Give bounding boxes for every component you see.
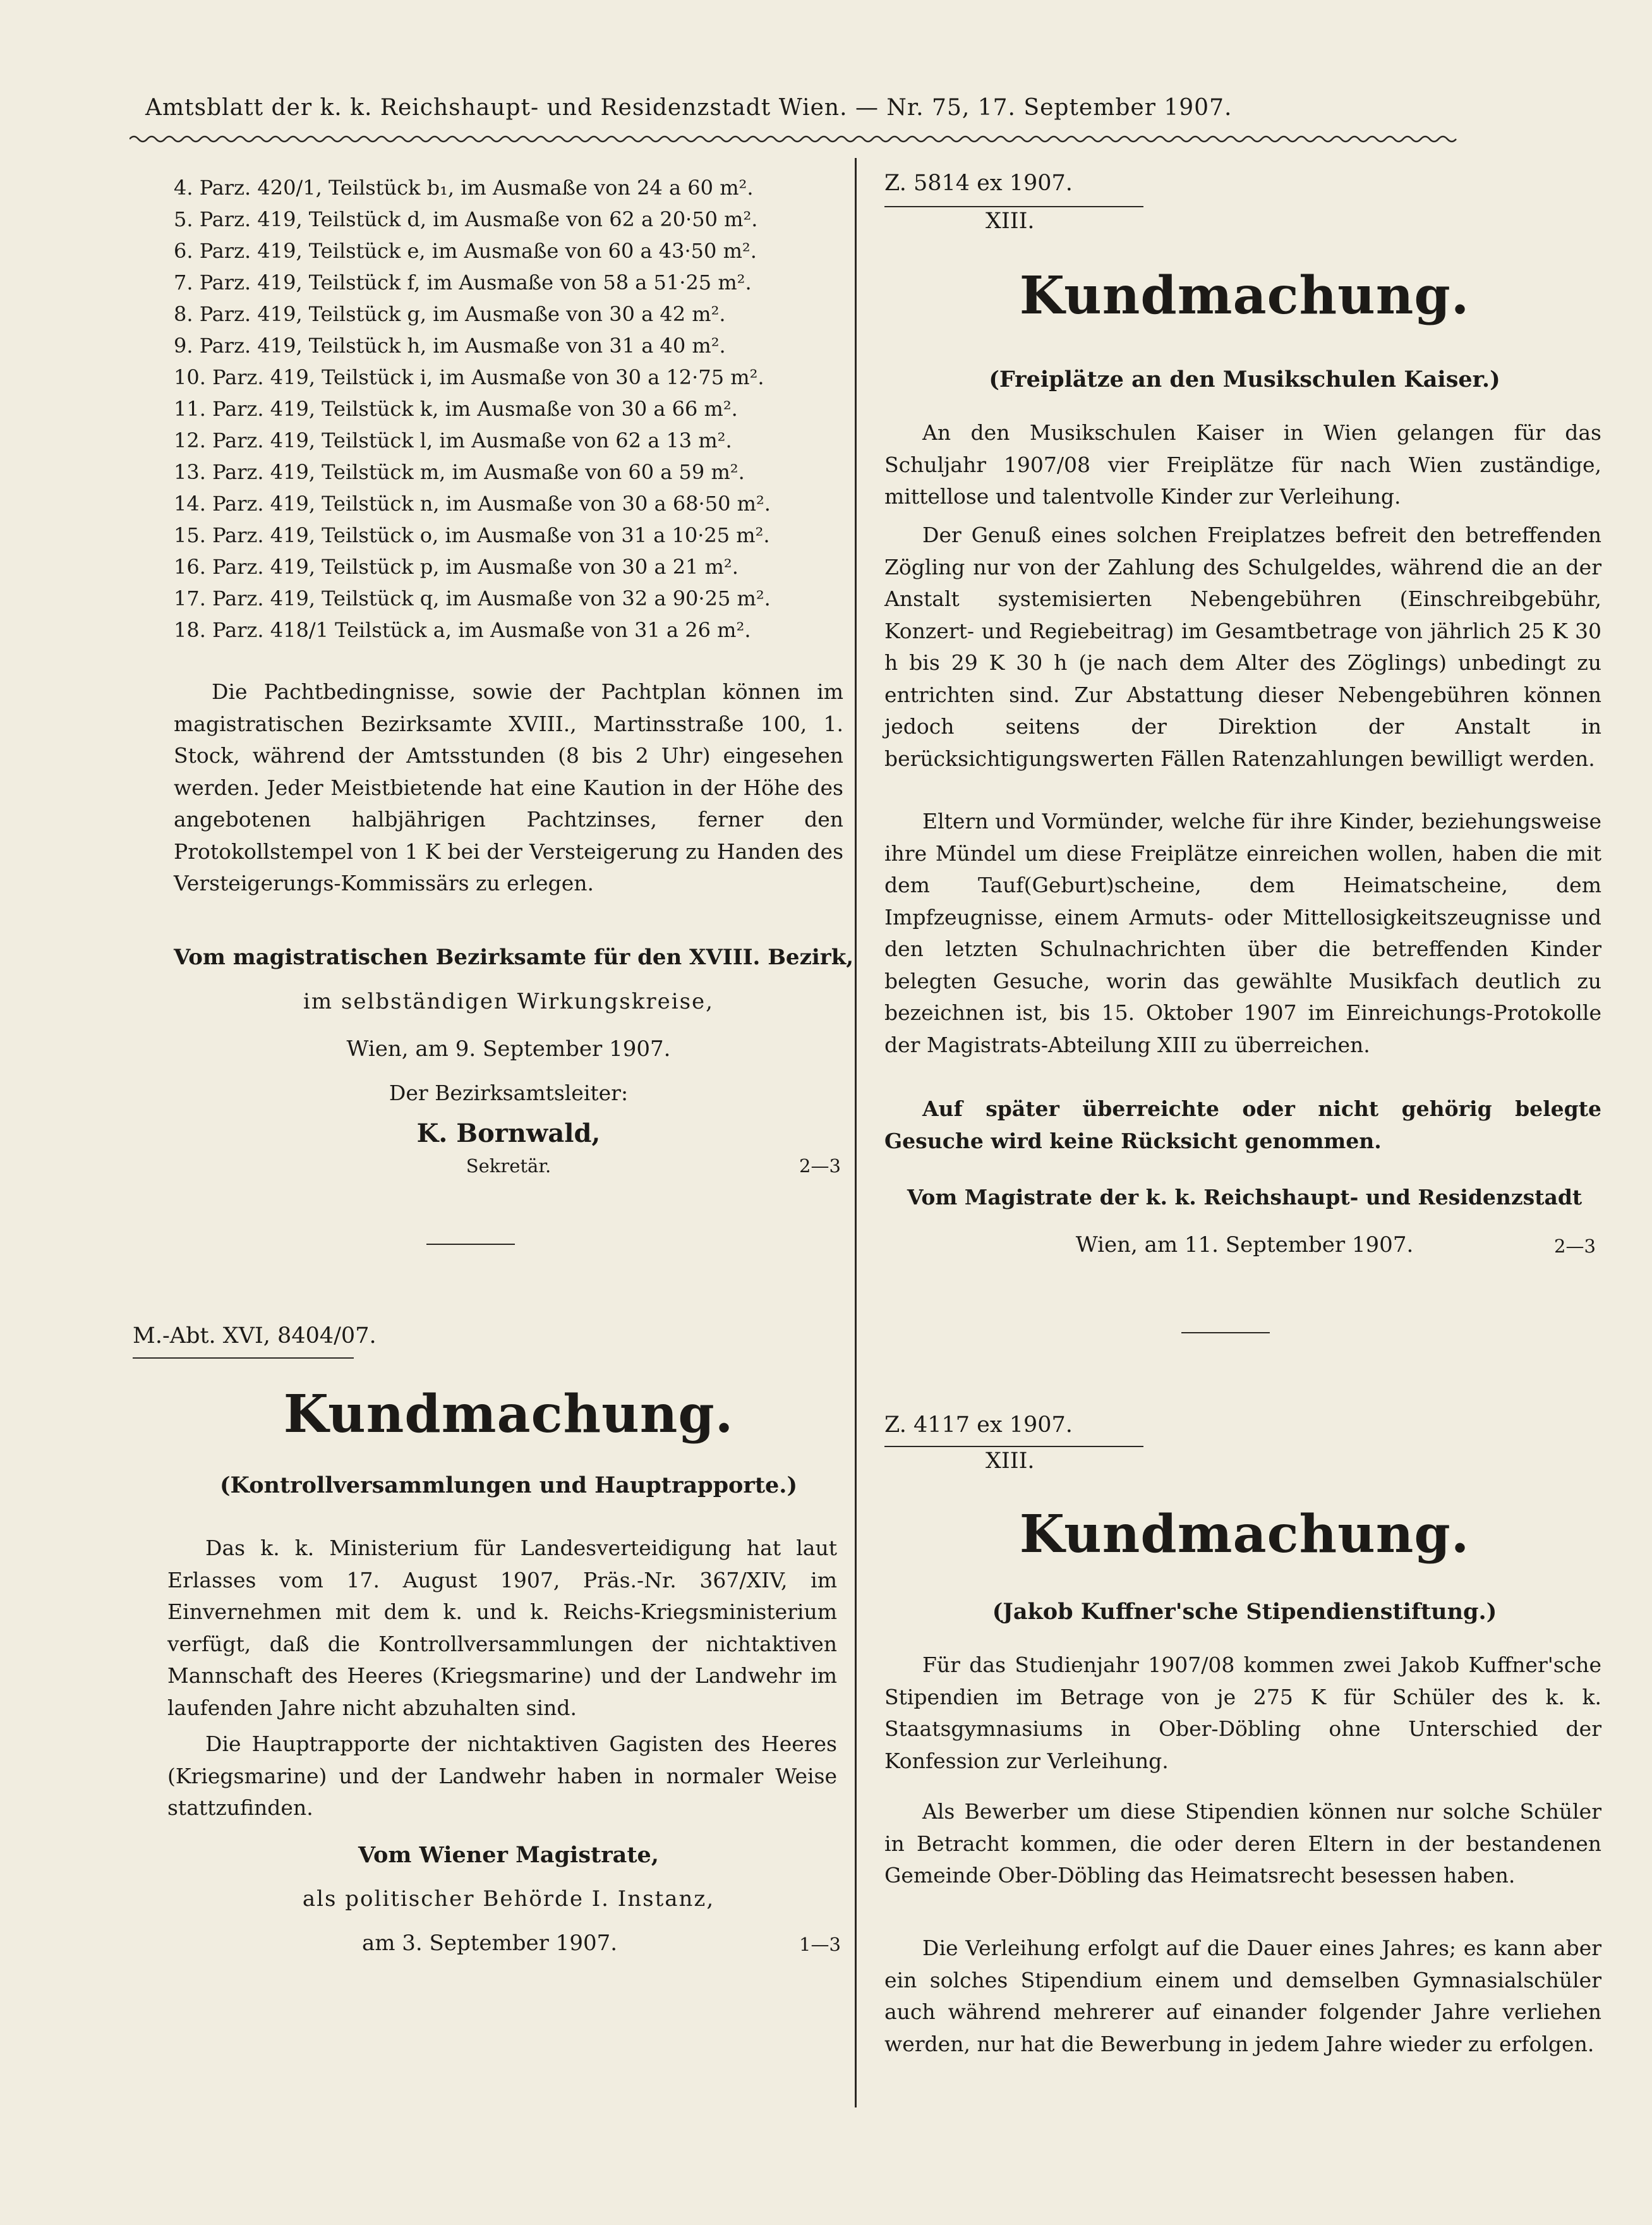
parcel-line: 6. Parz. 419, Teilstück e, im Ausmaße von 60 a 43·50 m². [174,239,757,263]
issuing-authority: Vom Wiener Magistrate, [358,1842,659,1868]
notice-title: Kundmachung. [283,1384,734,1445]
reference-underline [884,1446,1143,1447]
issuing-authority: Vom Magistrate der k. k. Reichshaupt- und Residenzstadt [907,1185,1583,1210]
parcel-line: 15. Parz. 419, Teilstück o, im Ausmaße von 31 a 10·25 m². [174,523,770,547]
date-line: Wien, am 9. September 1907. [346,1036,671,1062]
notice-paragraph: Der Genuß eines solchen Freiplatzes befreit den betreffenden Zögling nur von der Zahlung des Schulgeldes, während die an der Anstalt systemisierten Nebengebühren (Einschreibgebühr, Konzert- und Regiebeitrag) im Gesamtbetrage von jährlich 25 K 30 h bis 29 K 30 h (je nach dem Alter des Zöglings) unbedingt zu entrichten sind. Zur Abstattung dieser Nebengebühren können jedoch seitens der Direktion der Anstalt in berücksichtigungswerten Fällen Ratenzahlungen bewilligt werden. [884,523,1601,771]
lease-conditions-paragraph: Die Pachtbedingnisse, sowie der Pachtplan können im magistratischen Bezirksamte XVIII., Martinsstraße 100, 1. Stock, während der Amtsstunden (8 bis 2 Uhr) eingesehen werden. Jeder Meistbietende hat eine Kaution in der Höhe des angebotenen halbjährigen Pachtzinses, ferner den Protokollstempel von 1 K bei der Versteigerung zu Handen des Versteigerungs-Kommissärs zu erlegen. [174,679,843,895]
parcel-line: 17. Parz. 419, Teilstück q, im Ausmaße von 32 a 90·25 m². [174,586,771,610]
department-number: XIII. [986,1448,1035,1474]
parcel-line: 7. Parz. 419, Teilstück f, im Ausmaße von 58 a 51·25 m². [174,270,752,294]
sequence-number: 1—3 [799,1934,841,1955]
reference-number: Z. 5814 ex 1907. [884,171,1073,196]
reference-underline [133,1357,354,1359]
notice-paragraph: Das k. k. Ministerium für Landesverteidigung hat laut Erlasses vom 17. August 1907, Präs.-Nr. 367/XIV, im Einvernehmen mit dem k. und k. Reichs-Kriegsministerium verfügt, daß die Kontrollversammlungen der nichtaktiven Mannschaft des Heeres (Kriegsmarine) und der Landwehr im laufenden Jahre nicht abzuhalten sind. [167,1536,837,1720]
parcel-line: 4. Parz. 420/1, Teilstück b₁, im Ausmaße von 24 a 60 m². [174,176,754,200]
notice-warning: Auf später überreichte oder nicht gehörig belegte Gesuche wird keine Rücksicht genommen. [884,1096,1601,1153]
date-line: am 3. September 1907. [361,1931,618,1956]
signatory-name: K. Bornwald, [416,1119,601,1148]
parcel-line: 18. Parz. 418/1 Teilstück a, im Ausmaße von 31 a 26 m². [174,618,751,642]
parcel-line: 11. Parz. 419, Teilstück k, im Ausmaße von 30 a 66 m². [174,397,738,421]
section-rule [426,1244,515,1245]
parcel-line: 12. Parz. 419, Teilstück l, im Ausmaße von 62 a 13 m². [174,428,732,452]
reference-number: M.-Abt. XVI, 8404/07. [133,1323,377,1349]
parcel-line: 16. Parz. 419, Teilstück p, im Ausmaße von 30 a 21 m². [174,555,739,579]
parcel-line: 9. Parz. 419, Teilstück h, im Ausmaße von 31 a 40 m². [174,334,726,358]
parcel-line: 13. Parz. 419, Teilstück m, im Ausmaße von 60 a 59 m². [174,460,745,484]
page-header: Amtsblatt der k. k. Reichshaupt- und Residenzstadt Wien. — Nr. 75, 17. September 1907. [145,95,1233,121]
authority-scope: als politischer Behörde I. Instanz, [302,1886,715,1912]
header-wavy-rule [130,133,1462,145]
signatory-label: Der Bezirksamtsleiter: [389,1081,629,1105]
signatory-title: Sekretär. [466,1155,552,1177]
notice-paragraph: Als Bewerber um diese Stipendien können nur solche Schüler in Betracht kommen, die oder deren Eltern in der bestandenen Gemeinde Ober-Döbling das Heimatsrecht besessen haben. [884,1799,1601,1888]
notice-title: Kundmachung. [1019,265,1470,326]
notice-paragraph: An den Musikschulen Kaiser in Wien gelangen für das Schuljahr 1907/08 vier Freiplätze für nach Wien zuständige, mittellose und talentvolle Kinder zur Verleihung. [884,420,1601,509]
authority-scope: im selbständigen Wirkungskreise, [303,989,714,1014]
parcel-line: 8. Parz. 419, Teilstück g, im Ausmaße von 30 a 42 m². [174,302,726,326]
notice-paragraph: Die Verleihung erfolgt auf die Dauer eines Jahres; es kann aber ein solches Stipendium einem und demselben Gymnasialschüler auch während mehrerer auf einander folgender Jahre verliehen werden, nur hat die Bewerbung in jedem Jahre wieder zu erfolgen. [884,1936,1601,2056]
notice-subtitle: (Kontrollversammlungen und Hauptrapporte.) [219,1472,798,1498]
date-line: Wien, am 11. September 1907. [1075,1232,1414,1258]
notice-paragraph: Die Hauptrapporte der nichtaktiven Gagisten des Heeres (Kriegsmarine) und der Landwehr haben in normaler Weise stattzufinden. [167,1731,837,1820]
reference-number: Z. 4117 ex 1907. [884,1412,1073,1438]
parcel-line: 10. Parz. 419, Teilstück i, im Ausmaße von 30 a 12·75 m². [174,365,764,389]
parcel-line: 14. Parz. 419, Teilstück n, im Ausmaße von 30 a 68·50 m². [174,492,771,516]
notice-paragraph: Für das Studienjahr 1907/08 kommen zwei Jakob Kuffner'sche Stipendien im Betrage von je 275 K für Schüler des k. k. Staatsgymnasiums in Ober-Döbling ohne Unterschied der Konfession zur Verleihung. [884,1652,1601,1773]
notice-subtitle: (Jakob Kuffner'sche Stipendienstiftung.) [992,1599,1497,1625]
reference-underline [884,206,1143,207]
notice-title: Kundmachung. [1019,1504,1470,1565]
department-number: XIII. [986,209,1035,234]
notice-subtitle: (Freiplätze an den Musikschulen Kaiser.) [989,367,1500,392]
section-rule [1181,1332,1270,1333]
sequence-number: 2—3 [799,1155,841,1177]
issuing-authority: Vom magistratischen Bezirksamte für den XVIII. Bezirk, [174,945,854,970]
sequence-number: 2—3 [1554,1235,1596,1257]
parcel-line: 5. Parz. 419, Teilstück d, im Ausmaße von 62 a 20·50 m². [174,207,758,231]
notice-paragraph: Eltern und Vormünder, welche für ihre Kinder, beziehungsweise ihre Mündel um diese Freiplätze einreichen wollen, haben die mit dem Tauf(Geburt)scheine, dem Heimatscheine, dem Impfzeugnisse, einem Armuts- oder Mittellosigkeitszeugnisse und den letzten Schulnachrichten über die betreffenden Kinder belegten Gesuche, worin das gewählte Musikfach deutlich zu bezeichnen ist, bis 15. Oktober 1907 im Einreichungs-Protokolle der Magistrats-Abteilung XIII zu überreichen. [884,809,1601,1057]
